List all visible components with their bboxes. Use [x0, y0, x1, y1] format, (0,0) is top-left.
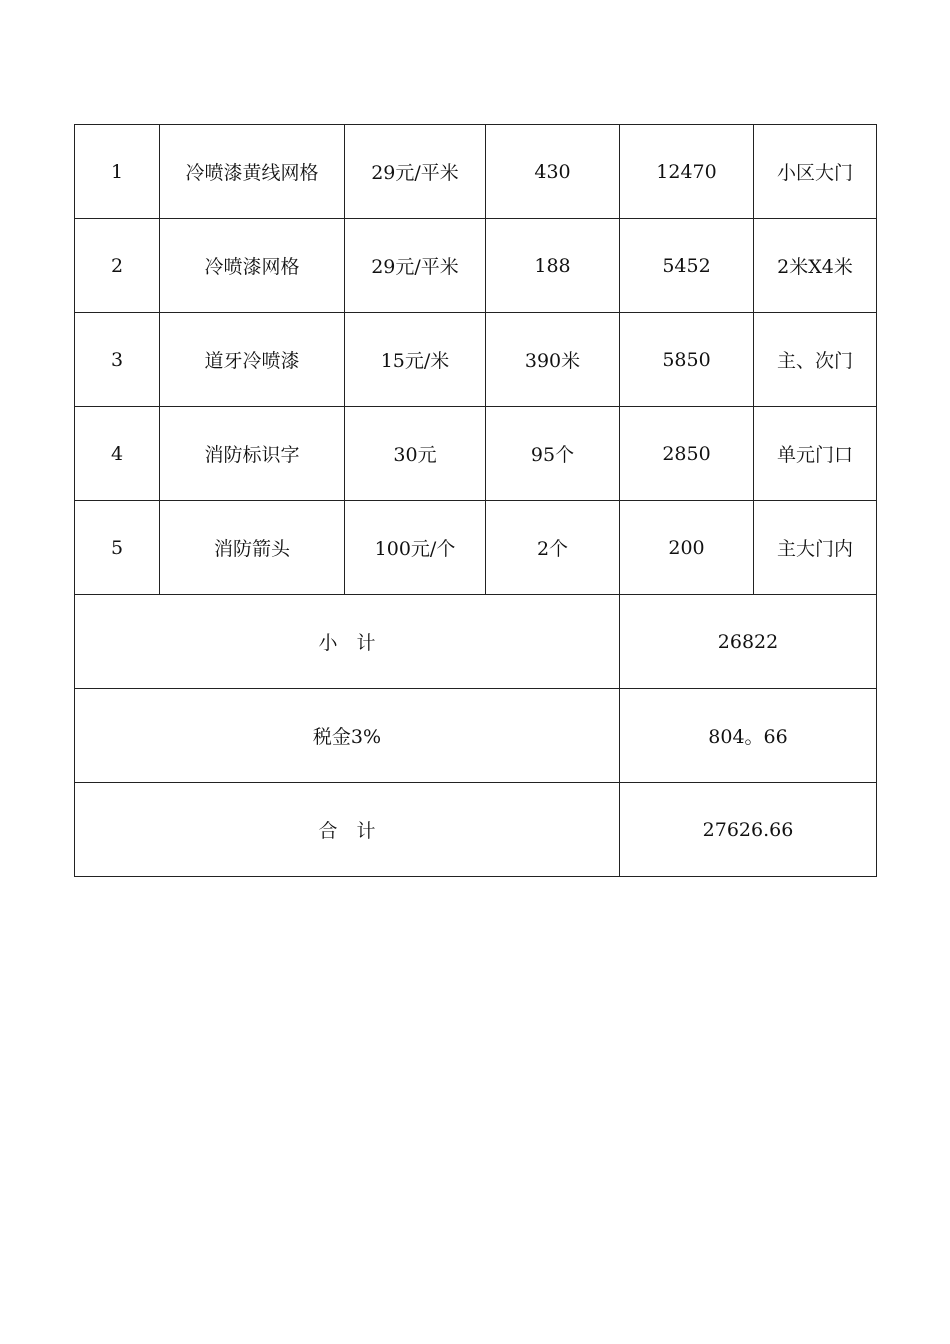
subtotal-value: 26822: [620, 595, 877, 689]
total-label: 合 计: [75, 783, 620, 877]
item-unit-price: 29元/平米: [345, 219, 486, 313]
item-no: 4: [75, 407, 160, 501]
subtotal-label: 小 计: [75, 595, 620, 689]
item-name: 冷喷漆网格: [160, 219, 345, 313]
item-quantity: 2个: [486, 501, 620, 595]
item-quantity: 188: [486, 219, 620, 313]
item-amount: 12470: [620, 125, 754, 219]
item-quantity: 95个: [486, 407, 620, 501]
item-name: 消防标识字: [160, 407, 345, 501]
item-no: 5: [75, 501, 160, 595]
subtotal-row: [75, 595, 877, 689]
item-remark: 主大门内: [754, 501, 877, 595]
table-row: [75, 125, 877, 219]
item-unit-price: 29元/平米: [345, 125, 486, 219]
item-amount: 5452: [620, 219, 754, 313]
total-row: [75, 783, 877, 877]
item-quantity: 390米: [486, 313, 620, 407]
item-amount: 5850: [620, 313, 754, 407]
item-remark: 小区大门: [754, 125, 877, 219]
item-unit-price: 30元: [345, 407, 486, 501]
table-row: [75, 313, 877, 407]
tax-row: [75, 689, 877, 783]
item-remark: 2米X4米: [754, 219, 877, 313]
tax-value: 804。66: [620, 689, 877, 783]
item-remark: 单元门口: [754, 407, 877, 501]
item-unit-price: 15元/米: [345, 313, 486, 407]
item-amount: 200: [620, 501, 754, 595]
item-name: 消防箭头: [160, 501, 345, 595]
table-row: [75, 407, 877, 501]
item-quantity: 430: [486, 125, 620, 219]
item-no: 3: [75, 313, 160, 407]
item-unit-price: 100元/个: [345, 501, 486, 595]
item-remark: 主、次门: [754, 313, 877, 407]
total-value: 27626.66: [620, 783, 877, 877]
tax-label: 税金3%: [75, 689, 620, 783]
item-name: 道牙冷喷漆: [160, 313, 345, 407]
table-row: [75, 501, 877, 595]
item-no: 1: [75, 125, 160, 219]
item-name: 冷喷漆黄线网格: [160, 125, 345, 219]
table-row: [75, 219, 877, 313]
item-amount: 2850: [620, 407, 754, 501]
quotation-table: [74, 124, 877, 877]
item-no: 2: [75, 219, 160, 313]
